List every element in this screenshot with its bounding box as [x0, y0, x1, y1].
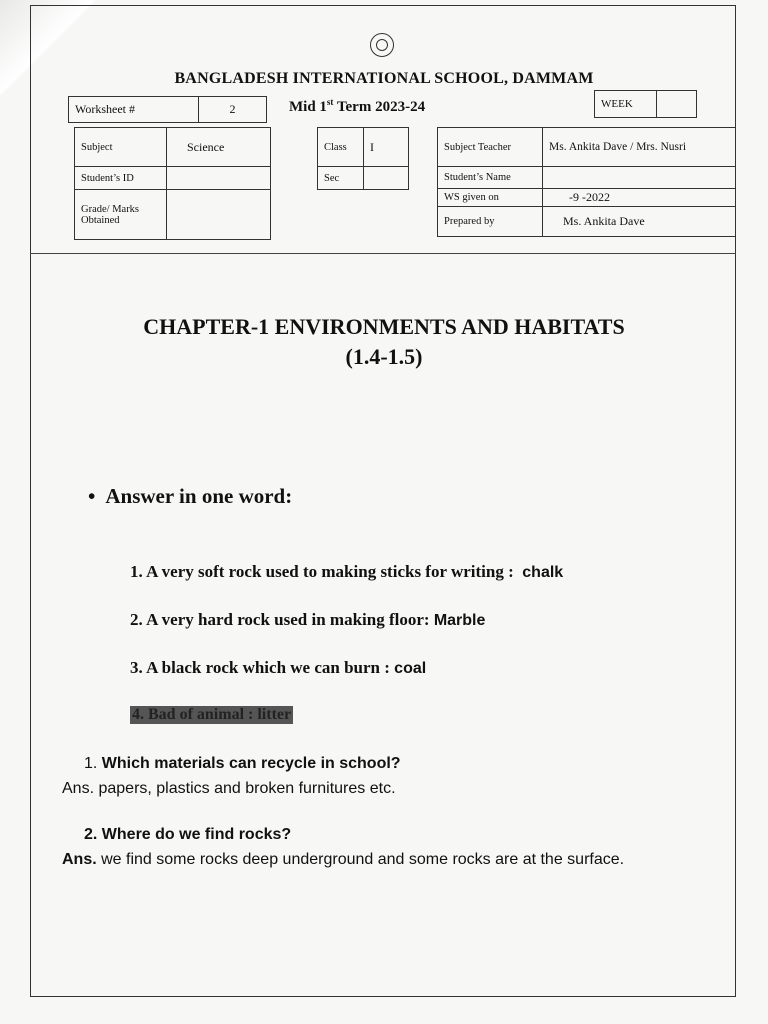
- week-value: [657, 91, 697, 118]
- term-sup: st: [326, 97, 334, 107]
- question-text: Where do we find rocks?: [101, 826, 292, 843]
- item-answer: coal: [394, 660, 427, 677]
- question-number: 1.: [84, 755, 98, 772]
- student-id-value: [167, 167, 271, 190]
- term-label: [289, 97, 425, 116]
- item-number: 3.: [130, 658, 143, 677]
- teacher-value: Ms. Ankita Dave / Mrs. Nusri: [543, 128, 736, 167]
- answer-label: Ans.: [62, 780, 95, 797]
- item-answer: Marble: [433, 612, 486, 629]
- list-item: [130, 658, 426, 678]
- answer-text: [62, 775, 662, 802]
- one-word-heading: [88, 484, 292, 509]
- item-number: 1.: [130, 562, 143, 581]
- item-question: A very hard rock used in making floor:: [146, 610, 430, 629]
- prepared-value: Ms. Ankita Dave: [543, 207, 736, 237]
- class-label: Class: [318, 128, 364, 167]
- student-name-label: Student’s Name: [438, 167, 543, 189]
- chapter-title: [0, 312, 768, 372]
- question-heading: [84, 755, 401, 773]
- question-heading: [84, 826, 291, 844]
- item-question: A very soft rock used to making sticks for writing :: [146, 562, 514, 581]
- item-answer: chalk: [522, 564, 564, 581]
- school-name: BANGLADESH INTERNATIONAL SCHOOL, DAMMAM: [174, 70, 594, 87]
- ws-given-label: WS given on: [438, 189, 543, 207]
- answer-text: [62, 846, 662, 873]
- term-suffix: Term 2023-24: [333, 99, 426, 115]
- struck-out-item: 4. Bad of animal : litter: [132, 706, 292, 723]
- worksheet-label: Worksheet #: [69, 97, 199, 123]
- teacher-label: Subject Teacher: [438, 128, 543, 167]
- term-prefix: Mid 1: [289, 99, 327, 115]
- list-item: [130, 562, 563, 582]
- chapter-title-line1: CHAPTER-1 ENVIRONMENTS AND HABITATS: [143, 314, 625, 339]
- header-divider: [30, 253, 736, 254]
- chapter-title-line2: (1.4-1.5): [345, 344, 423, 369]
- prepared-label: Prepared by: [438, 207, 543, 237]
- week-label: WEEK: [595, 91, 657, 118]
- subject-value: Science: [167, 128, 271, 167]
- worksheet-number: 2: [199, 97, 267, 123]
- answer-body: we find some rocks deep underground and some rocks are at the surface.: [101, 851, 625, 868]
- list-item: [130, 610, 485, 630]
- one-word-heading-text: Answer in one word:: [105, 484, 293, 508]
- subject-info-table: [74, 127, 271, 240]
- question-text: Which materials can recycle in school?: [101, 755, 401, 772]
- week-table: [594, 90, 697, 118]
- ws-given-value: -9 -2022: [543, 189, 736, 207]
- sec-value: [364, 167, 409, 190]
- teacher-info-table: [437, 127, 736, 237]
- class-info-table: [317, 127, 409, 190]
- answer-label: Ans.: [62, 851, 97, 868]
- answer-body: papers, plastics and broken furnitures etc.: [98, 780, 396, 797]
- question-number: 2.: [84, 826, 98, 843]
- student-id-label: Student’s ID: [75, 167, 167, 190]
- student-name-value: [543, 167, 736, 189]
- item-question: A black rock which we can burn :: [146, 658, 390, 677]
- grade-value: [167, 190, 271, 240]
- subject-label: Subject: [75, 128, 167, 167]
- grade-label: Grade/ Marks Obtained: [75, 190, 167, 240]
- sec-label: Sec: [318, 167, 364, 190]
- bullet-icon: •: [88, 484, 96, 508]
- worksheet-number-table: [68, 96, 267, 123]
- item-number: 2.: [130, 610, 143, 629]
- class-value: I: [364, 128, 409, 167]
- school-logo-icon: [370, 33, 394, 57]
